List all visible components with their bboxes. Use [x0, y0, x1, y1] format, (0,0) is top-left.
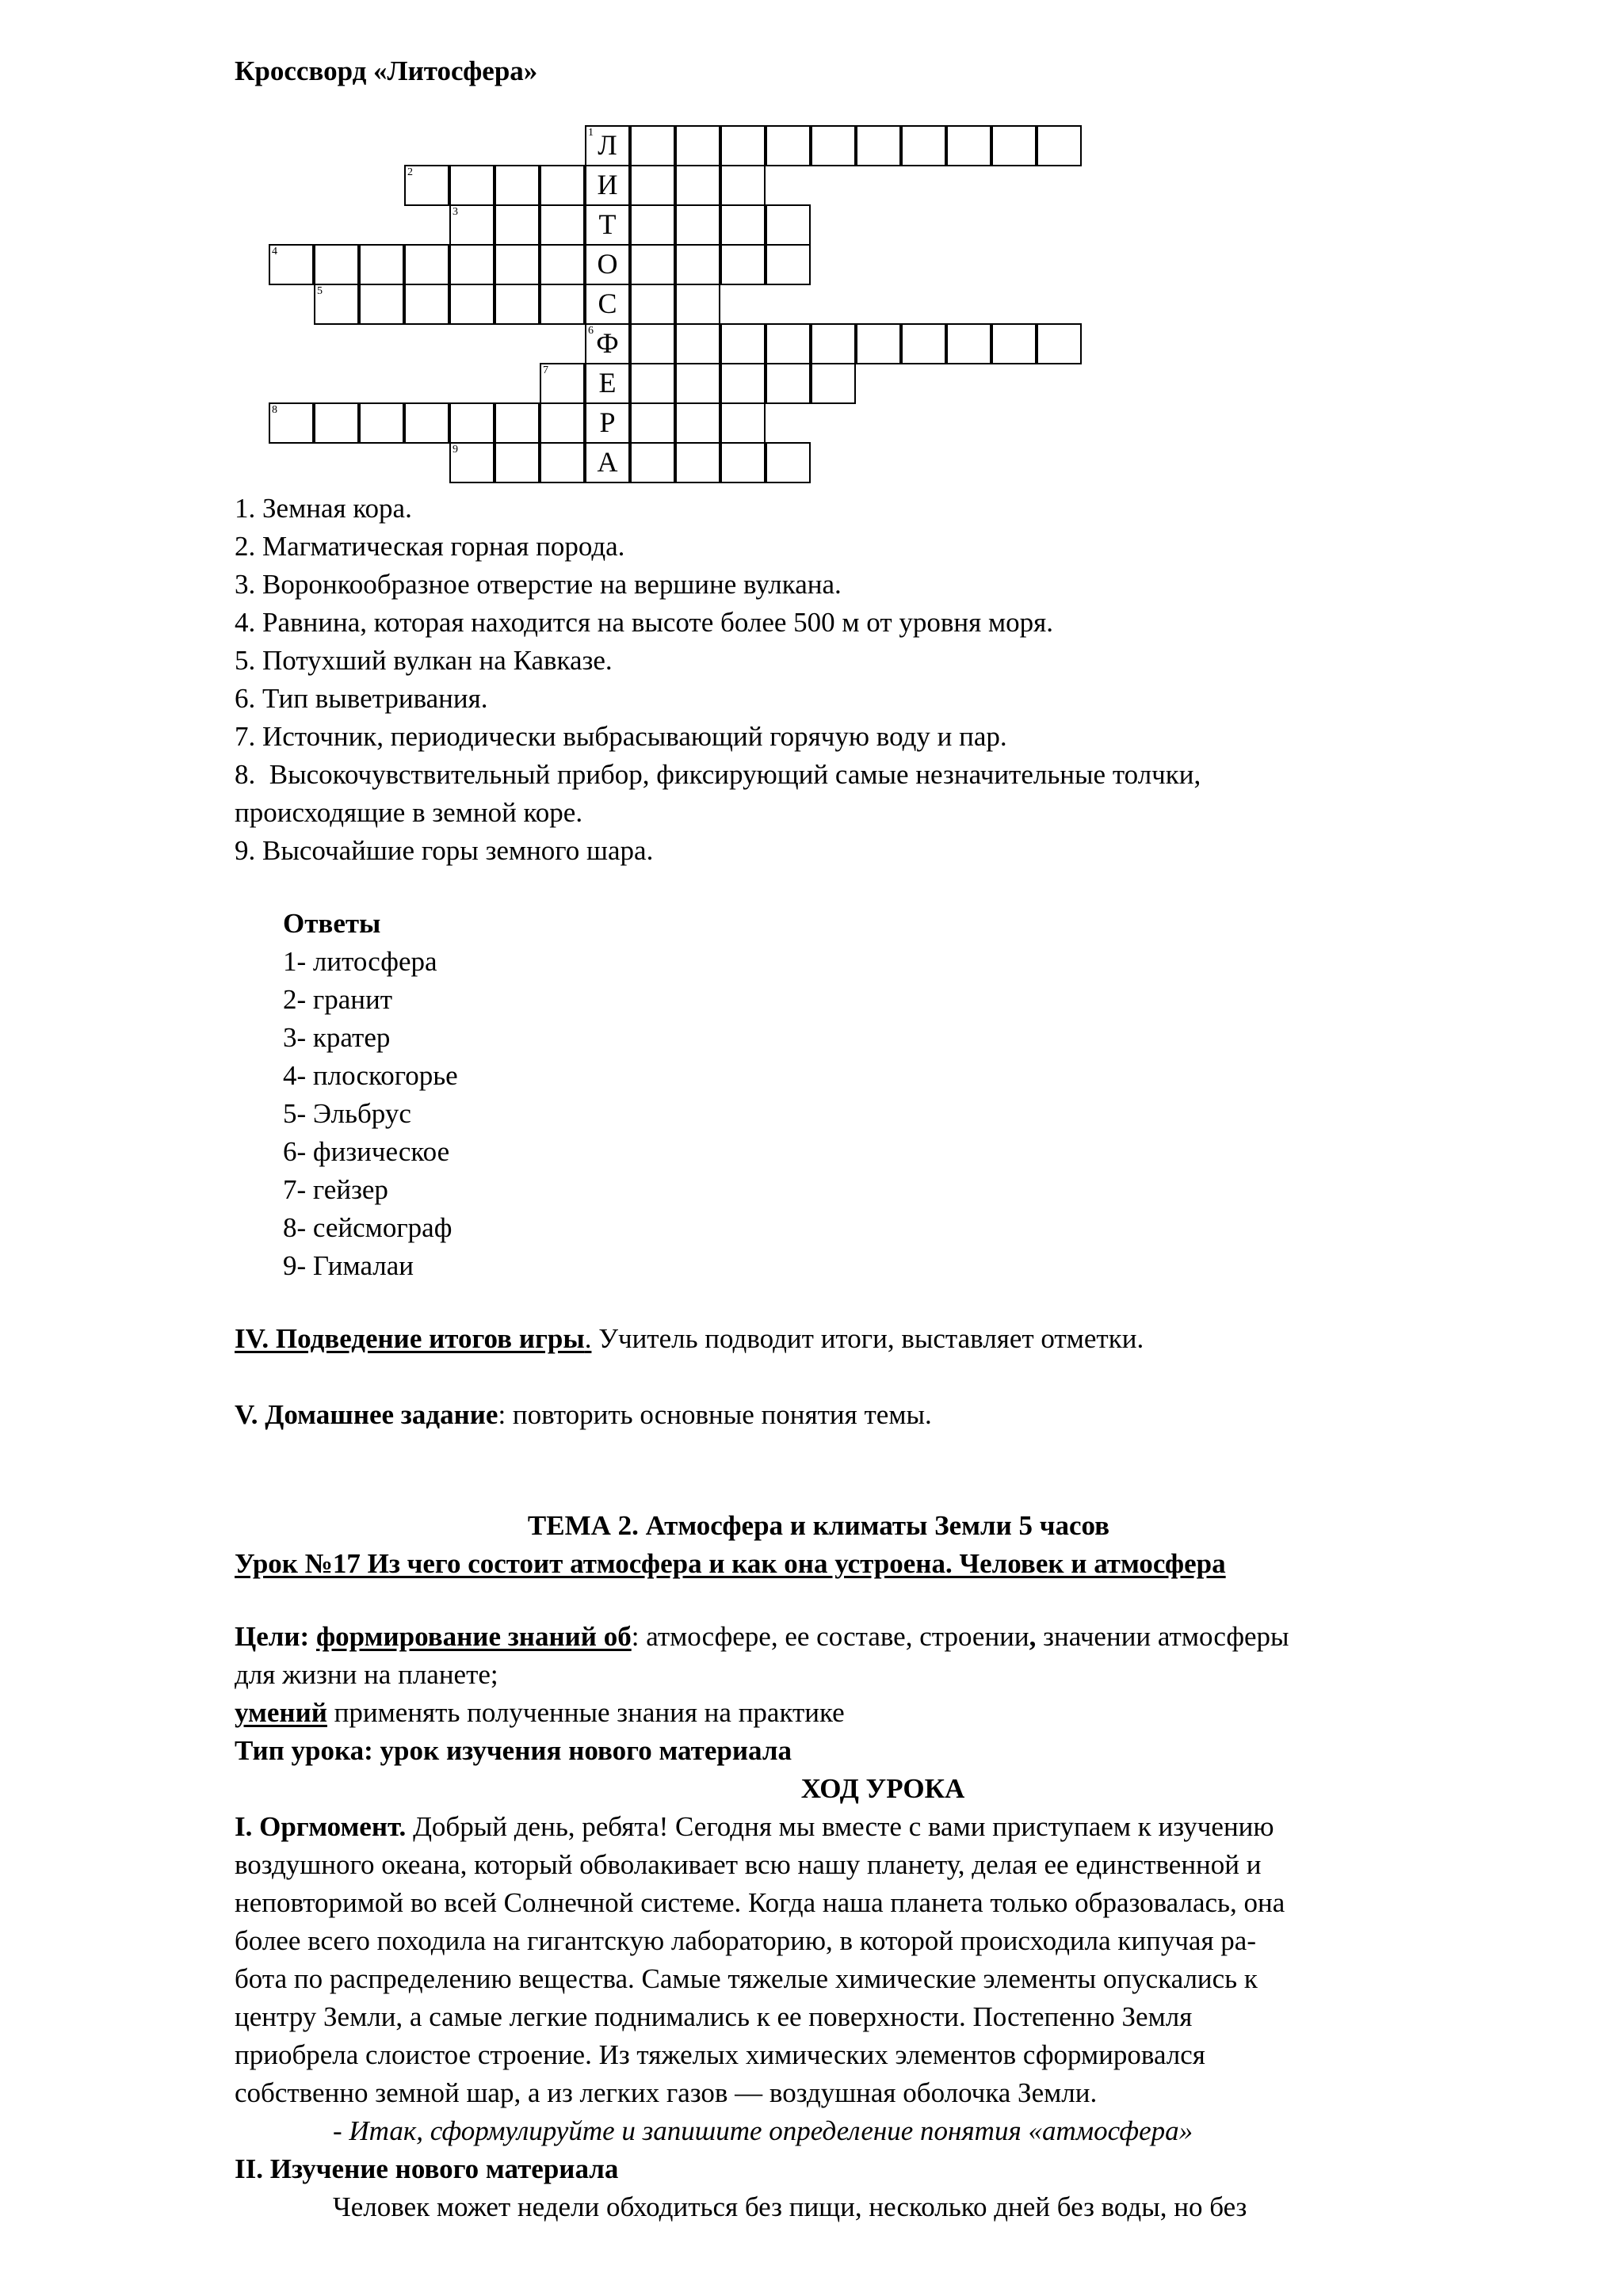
crossword-cell [1037, 125, 1082, 166]
clue-1: 1. Земная кора. [235, 493, 412, 524]
crossword-clue-number: 5 [317, 285, 323, 297]
crossword-cell [449, 442, 495, 483]
crossword-cell [675, 284, 720, 325]
crossword-cell [720, 165, 766, 206]
orgmoment-line-7: приобрела слоистое строение. Из тяжелых химических элементов сформировался [235, 2039, 1205, 2070]
answer-7: 7- гейзер [283, 1174, 388, 1205]
crossword-cell [630, 363, 675, 404]
crossword-cell [540, 244, 585, 285]
crossword-cell [495, 204, 540, 246]
crossword-title: Кроссворд «Литосфера» [235, 55, 538, 86]
course-heading: ХОД УРОКА [800, 1773, 965, 1804]
crossword-key-letter: А [597, 446, 618, 478]
crossword-cell [585, 442, 630, 483]
clue-7: 7. Источник, периодически выбрасывающий горячую воду и пар. [235, 721, 1007, 752]
crossword-clue-number: 3 [453, 206, 458, 218]
clue-5: 5. Потухший вулкан на Кавказе. [235, 645, 613, 676]
crossword-clue-number: 1 [588, 127, 594, 139]
crossword-grid [0, 0, 1623, 491]
crossword-cell [585, 244, 630, 285]
crossword-cell [630, 204, 675, 246]
goals-line [235, 1618, 1289, 1656]
crossword-cell [630, 442, 675, 483]
crossword-clue-number: 9 [453, 444, 458, 456]
crossword-cell [540, 204, 585, 246]
crossword-cell [449, 402, 495, 444]
lesson-type: Тип урока: урок изучения нового материала [235, 1735, 792, 1766]
clue-4: 4. Равнина, которая находится на высоте более 500 м от уровня моря. [235, 607, 1053, 638]
crossword-cell [585, 284, 630, 325]
crossword-cell [585, 323, 630, 364]
clue-3: 3. Воронкообразное отверстие на вершине вулкана. [235, 569, 842, 600]
crossword-cell [766, 204, 811, 246]
crossword-cell [766, 323, 811, 364]
crossword-cell [404, 165, 449, 206]
skills-line [235, 1694, 845, 1732]
skills-text: применять полученные знания на практике [327, 1697, 845, 1728]
goals-underlined: формирование знаний об [315, 1621, 632, 1652]
crossword-cell [856, 323, 901, 364]
crossword-clue-number: 8 [272, 404, 277, 416]
crossword-cell [901, 323, 946, 364]
crossword-cell [675, 204, 720, 246]
crossword-cell [449, 244, 495, 285]
crossword-cell [901, 125, 946, 166]
crossword-cell [585, 363, 630, 404]
crossword-clue-number: 4 [272, 246, 277, 257]
crossword-cell [269, 402, 314, 444]
crossword-cell [720, 402, 766, 444]
orgmoment-label: I. Оргмомент. [235, 1811, 407, 1842]
lesson-heading: Урок №17 Из чего состоит атмосфера и как она устроена. Человек и атмосфера [235, 1548, 1226, 1579]
crossword-cell [585, 402, 630, 444]
crossword-cell [495, 284, 540, 325]
crossword-cell [946, 125, 991, 166]
crossword-cell [540, 402, 585, 444]
crossword-key-letter: Ф [596, 327, 619, 359]
crossword-cell [314, 244, 359, 285]
crossword-cell [675, 442, 720, 483]
goals-label: Цели: [235, 1621, 316, 1652]
crossword-cell [630, 165, 675, 206]
orgmoment-line-6: центру Земли, а самые легкие поднимались к ее поверхности. Постепенно Земля [235, 2001, 1193, 2032]
crossword-key-letter: Л [598, 129, 617, 161]
goals-text-1: : атмосфере, ее составе, строении [631, 1621, 1029, 1652]
section-v-label: V. Домашнее задание [235, 1399, 498, 1430]
crossword-cell [1037, 323, 1082, 364]
goals-comma: , [1029, 1621, 1037, 1652]
section-iv-label: IV. Подведение итогов игры [235, 1323, 585, 1354]
crossword-cell [720, 363, 766, 404]
section-ii-text: Человек может недели обходиться без пищи, несколько дней без воды, но без [333, 2191, 1247, 2222]
crossword-cell [630, 284, 675, 325]
answer-1: 1- литосфера [283, 946, 437, 977]
crossword-key-letter: Е [598, 367, 617, 399]
crossword-cell [811, 125, 856, 166]
orgmoment-line-1 [235, 1808, 1274, 1846]
crossword-cell [766, 363, 811, 404]
answer-3: 3- кратер [283, 1022, 391, 1053]
crossword-cell [495, 402, 540, 444]
crossword-cell [720, 323, 766, 364]
crossword-key-letter: Т [598, 208, 617, 240]
answer-6: 6- физическое [283, 1136, 450, 1167]
answer-2: 2- гранит [283, 984, 393, 1015]
clue-8: 8. Высокочувствительный прибор, фиксирующий самые незначительные толчки, [235, 759, 1201, 790]
crossword-cell [404, 244, 449, 285]
answers-heading: Ответы [283, 908, 381, 939]
section-ii-heading: II. Изучение нового материала [235, 2153, 619, 2184]
orgmoment-line-2: воздушного океана, который обволакивает всю нашу планету, делая ее единственной и [235, 1849, 1262, 1880]
clue-6: 6. Тип выветривания. [235, 683, 488, 714]
answer-9: 9- Гималаи [283, 1250, 414, 1281]
crossword-cell [856, 125, 901, 166]
crossword-cell [359, 402, 404, 444]
crossword-cell [991, 323, 1037, 364]
crossword-cell [720, 204, 766, 246]
crossword-key-letter: С [598, 288, 617, 319]
clue-2: 2. Магматическая горная порода. [235, 531, 625, 562]
crossword-cell [720, 125, 766, 166]
crossword-cell [630, 244, 675, 285]
crossword-cell [811, 323, 856, 364]
answer-4: 4- плоскогорье [283, 1060, 458, 1091]
orgmoment-line-8: собственно земной шар, а из легких газов — воздушная оболочка Земли. [235, 2077, 1098, 2108]
crossword-cell [540, 165, 585, 206]
crossword-cell [991, 125, 1037, 166]
crossword-cell [675, 125, 720, 166]
crossword-cell [449, 165, 495, 206]
crossword-cell [675, 363, 720, 404]
crossword-cell [495, 244, 540, 285]
crossword-cell [404, 284, 449, 325]
skills-label: умений [235, 1697, 327, 1728]
crossword-cell [359, 284, 404, 325]
orgmoment-line-4: более всего походила на гигантскую лабораторию, в которой происходила кипучая ра- [235, 1925, 1257, 1956]
crossword-cell [766, 125, 811, 166]
crossword-cell [314, 402, 359, 444]
section-iv [235, 1320, 1144, 1358]
crossword-cell [630, 323, 675, 364]
crossword-key-letter: Р [599, 406, 616, 438]
crossword-cell [314, 284, 359, 325]
clue-8-continued: происходящие в земной коре. [235, 797, 583, 828]
crossword-cell [540, 363, 585, 404]
topic-heading: ТЕМА 2. Атмосфера и климаты Земли 5 часов [527, 1510, 1110, 1541]
answer-5: 5- Эльбрус [283, 1098, 411, 1129]
crossword-cell [766, 244, 811, 285]
crossword-cell [449, 204, 495, 246]
orgmoment-text-1: Добрый день, ребята! Сегодня мы вместе с вами приступаем к изучению [406, 1811, 1274, 1842]
crossword-cell [269, 244, 314, 285]
crossword-cell [495, 165, 540, 206]
crossword-clue-number: 6 [588, 325, 594, 337]
orgmoment-line-5: бота по распределению вещества. Самые тяжелые химические элементы опускались к [235, 1963, 1258, 1994]
goals-text-2: значении атмосферы [1036, 1621, 1289, 1652]
crossword-cell [540, 284, 585, 325]
crossword-cell [585, 125, 630, 166]
crossword-key-letter: О [597, 248, 618, 280]
crossword-cell [675, 402, 720, 444]
crossword-cell [720, 442, 766, 483]
crossword-cell [359, 244, 404, 285]
clue-9: 9. Высочайшие горы земного шара. [235, 835, 654, 866]
section-iv-text: Учитель подводит итоги, выставляет отметки. [591, 1323, 1144, 1354]
crossword-cell [540, 442, 585, 483]
orgmoment-line-3: неповторимой во всей Солнечной системе. Когда наша планета только образовалась, она [235, 1887, 1285, 1918]
crossword-cell [811, 363, 856, 404]
crossword-cell [585, 204, 630, 246]
crossword-cell [675, 244, 720, 285]
crossword-cell [585, 165, 630, 206]
crossword-cell [766, 442, 811, 483]
crossword-clue-number: 7 [543, 364, 548, 376]
crossword-cell [946, 323, 991, 364]
section-v-text: : повторить основные понятия темы. [498, 1399, 932, 1430]
section-iv-dot: . [584, 1323, 592, 1354]
crossword-cell [495, 442, 540, 483]
orgmoment-task: - Итак, сформулируйте и запишите определение понятия «атмосфера» [333, 2115, 1193, 2146]
crossword-clue-number: 2 [407, 166, 413, 178]
crossword-cell [630, 402, 675, 444]
crossword-cell [675, 165, 720, 206]
crossword-cell [675, 323, 720, 364]
crossword-cell [449, 284, 495, 325]
crossword-key-letter: И [597, 169, 618, 200]
section-v [235, 1396, 932, 1434]
answer-8: 8- сейсмограф [283, 1212, 453, 1243]
crossword-cell [630, 125, 675, 166]
crossword-cell [720, 244, 766, 285]
crossword-cell [404, 402, 449, 444]
goals-line-2: для жизни на планете; [235, 1659, 498, 1690]
